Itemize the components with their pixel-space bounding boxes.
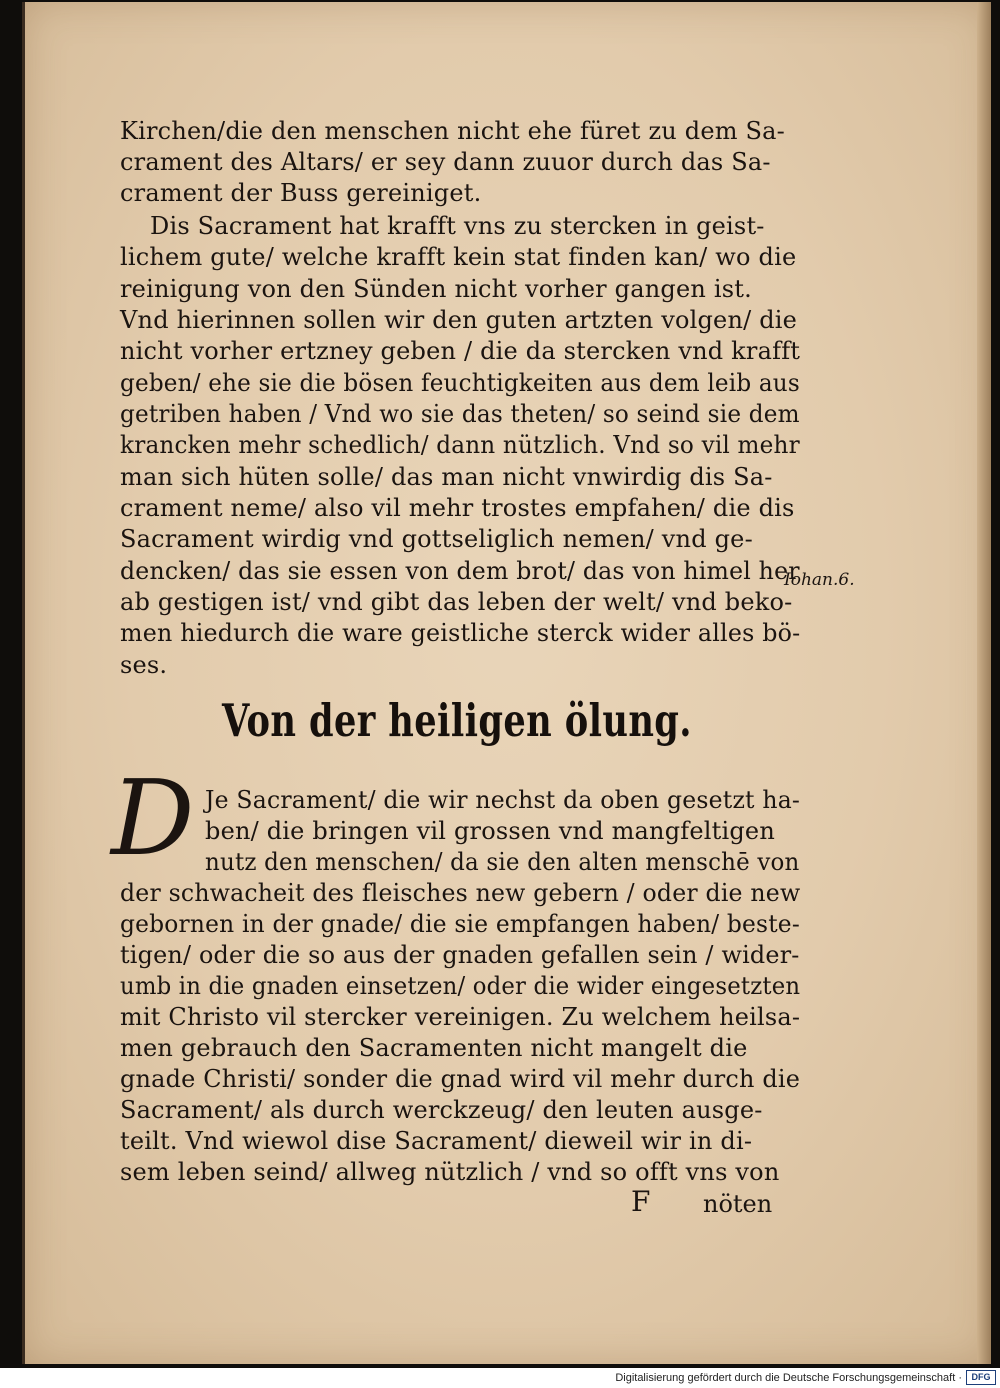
text-line: Vnd hierinnen sollen wir den guten artzten volgen/ die xyxy=(120,306,798,334)
text-line: dencken/ das sie essen von dem brot/ das von himel her xyxy=(120,557,800,585)
text-line: umb in die gnaden einsetzen/ oder die wider eingesetzten xyxy=(120,972,801,1000)
marginal-note: Iohan.6. xyxy=(784,570,855,590)
text-line: nicht vorher ertzney geben / die da stercken vnd krafft xyxy=(120,337,801,365)
section-heading: Von der heiligen ölung. xyxy=(222,694,692,747)
text-line: Kirchen/die den menschen nicht ehe füret zu dem Sa- xyxy=(120,117,785,145)
text-line: lichem gute/ welche krafft kein stat finden kan/ wo die xyxy=(120,243,797,271)
text-line: krancken mehr schedlich/ dann nützlich. Vnd so vil mehr xyxy=(120,431,800,459)
page-edge xyxy=(977,2,991,1364)
text-line: men hiedurch die ware geistliche sterck wider alles bö- xyxy=(120,619,801,647)
text-line: man sich hüten solle/ das man nicht vnwirdig dis Sa- xyxy=(120,463,773,491)
text-line: gebornen in der gnade/ die sie empfangen haben/ beste- xyxy=(120,910,800,938)
text-line: sem leben seind/ allweg nützlich / vnd so offt vns von xyxy=(120,1158,780,1186)
text-line: Sacrament wirdig vnd gottseliglich nemen/ vnd ge- xyxy=(120,525,753,553)
text-line: nutz den menschen/ da sie den alten menschē von xyxy=(205,848,800,876)
text-line: teilt. Vnd wiewol dise Sacrament/ dieweil wir in di- xyxy=(120,1127,753,1155)
text-line: crament neme/ also vil mehr trostes empfahen/ die dis xyxy=(120,494,795,522)
drop-cap: D xyxy=(111,757,195,879)
text-line: crament des Altars/ er sey dann zuuor durch das Sa- xyxy=(120,148,771,176)
text-line: men gebrauch den Sacramenten nicht mangelt die xyxy=(120,1034,748,1062)
text-line: ses. xyxy=(120,651,168,679)
text-line: ben/ die bringen vil grossen vnd mangfeltigen xyxy=(205,817,775,845)
text-line: geben/ ehe sie die bösen feuchtigkeiten aus dem leib aus xyxy=(120,369,800,397)
text-line: crament der Buss gereiniget. xyxy=(120,179,482,207)
text-line: reinigung von den Sünden nicht vorher gangen ist. xyxy=(120,275,752,303)
text-line: tigen/ oder die so aus der gnaden gefallen sein / wider- xyxy=(120,941,800,969)
text-line: gnade Christi/ sonder die gnad wird vil mehr durch die xyxy=(120,1065,801,1093)
signature-mark: F xyxy=(631,1185,651,1218)
funding-credit: Digitalisierung gefördert durch die Deutsche Forschungsgemeinschaft · xyxy=(615,1372,962,1384)
text-line: Je Sacrament/ die wir nechst da oben gesetzt ha- xyxy=(205,786,801,814)
text-line: der schwacheit des fleisches new gebern / oder die new xyxy=(120,879,801,907)
text-line: getriben haben / Vnd wo sie das theten/ so seind sie dem xyxy=(120,400,800,428)
footer-bar xyxy=(0,1368,1000,1388)
text-line: Dis Sacrament hat krafft vns zu stercken in geist- xyxy=(150,212,765,240)
text-line: Sacrament/ als durch werckzeug/ den leuten ausge- xyxy=(120,1096,763,1124)
text-line: mit Christo vil stercker vereinigen. Zu welchem heilsa- xyxy=(120,1003,801,1031)
catchword: nöten xyxy=(703,1190,773,1218)
text-line: ab gestigen ist/ vnd gibt das leben der welt/ vnd beko- xyxy=(120,588,793,616)
dfg-logo: DFG xyxy=(966,1370,996,1385)
book-page xyxy=(22,2,991,1364)
